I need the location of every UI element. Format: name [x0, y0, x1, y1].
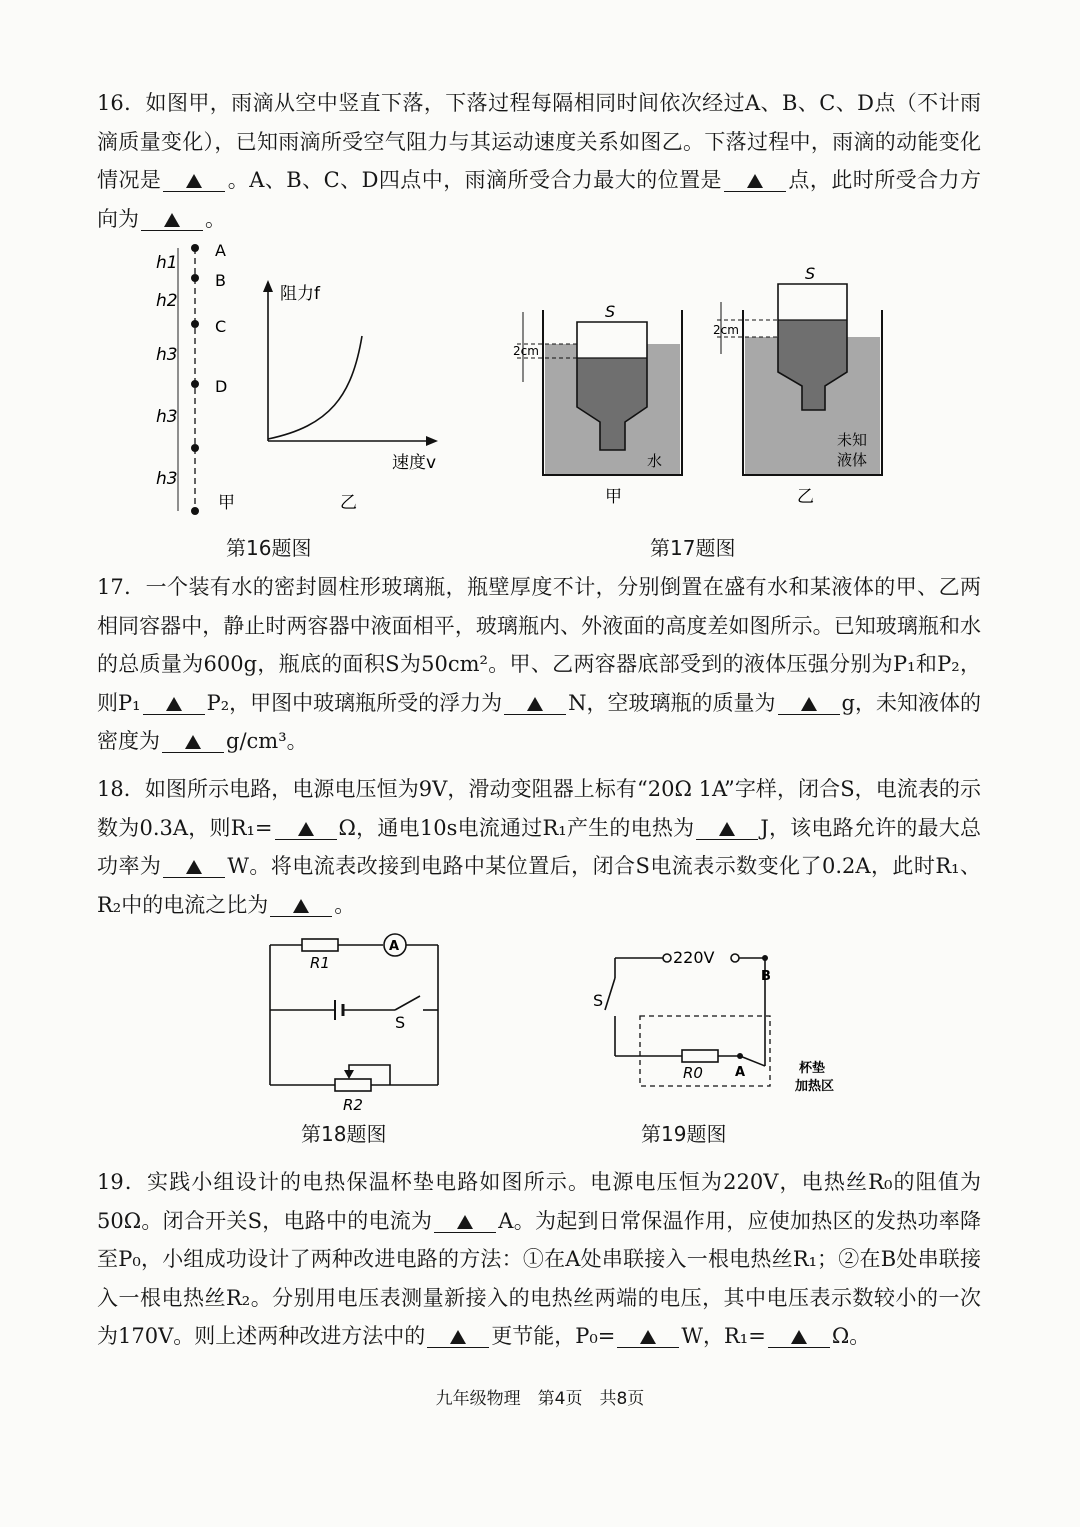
q19-text-2: A。为起到日常保温作用，应使加热区的发热功率降至P₀，小组成功设计了两种改进电路的方法：①在A处串联接入一根电热丝R₁；②在B处串联接入一根电热丝R₂。分别用电压表测量新接入的电热丝两端的电压，其中电压表示数较小的一次为170V。则上述两种改进方法中的 — [97, 1208, 981, 1348]
label-d: D — [215, 377, 228, 396]
label-h3: h3 — [156, 407, 178, 427]
q18-text-3: J，该电路允许的最大总功率为 — [97, 815, 982, 878]
q17-text-3: N，空玻璃瓶的质量为 — [568, 690, 776, 715]
label-water: 水 — [647, 452, 663, 470]
q17-text-2: P₂，甲图中玻璃瓶所受的浮力为 — [206, 690, 503, 715]
point-e — [191, 444, 199, 452]
switch-lever — [395, 996, 420, 1010]
q16-text-1: 16．如图甲，雨滴从空中竖直下落，下落过程每隔相同时间依次经过A、B、C、D点（不计雨滴质量变化），已知雨滴所受空气阻力与其运动速度关系如图乙。下落过程中，雨滴的动能变化情况是 — [97, 91, 981, 192]
q16-text-2: 。A、B、C、D四点中，雨滴所受合力最大的位置是 — [227, 168, 722, 192]
node-a — [737, 1053, 743, 1059]
label-yi: 乙 — [340, 493, 357, 513]
answer-blank[interactable] — [696, 817, 758, 840]
terminal-icon — [663, 954, 671, 962]
caption-19: 第19题图 — [641, 1122, 727, 1146]
question-18 — [97, 770, 981, 924]
q19-text-4: W，R₁= — [681, 1324, 766, 1348]
resistance-curve — [268, 336, 362, 439]
triangle-icon — [527, 697, 543, 711]
point-c — [191, 320, 199, 328]
label-voltage: 220V — [673, 948, 715, 967]
point-f — [191, 507, 199, 515]
answer-blank[interactable] — [768, 1325, 830, 1348]
triangle-icon — [186, 860, 202, 874]
triangle-icon — [186, 174, 202, 188]
y-axis-arrow-icon — [263, 280, 273, 292]
label-h3: h3 — [156, 469, 178, 489]
figure-16 — [140, 236, 460, 526]
answer-blank[interactable] — [143, 692, 205, 715]
label-c: C — [215, 317, 227, 336]
label-heating-zone: 加热区 — [795, 1079, 835, 1094]
answer-blank[interactable] — [434, 1210, 496, 1233]
figure-18 — [255, 930, 455, 1116]
label-jia: 甲 — [605, 487, 622, 507]
caption-18: 第18题图 — [301, 1122, 387, 1146]
figure-19 — [585, 938, 865, 1103]
page-footer: 九年级物理 第4页 共8页 — [435, 1389, 645, 1409]
answer-blank[interactable] — [141, 208, 203, 231]
label-a: A — [215, 241, 226, 260]
answer-blank[interactable] — [617, 1325, 679, 1348]
label-s: S — [805, 264, 816, 283]
q16-text-4: 。 — [205, 206, 226, 231]
switch-lever — [605, 978, 615, 1010]
ammeter-label: A — [389, 939, 400, 954]
heating-zone-box — [640, 1016, 770, 1086]
label-a: A — [735, 1065, 746, 1080]
triangle-icon — [801, 697, 817, 711]
point-a — [191, 244, 199, 252]
question-19 — [97, 1163, 981, 1356]
label-jia: 甲 — [218, 493, 235, 513]
label-b: B — [215, 271, 226, 290]
answer-blank[interactable] — [163, 855, 225, 878]
answer-blank[interactable] — [270, 894, 332, 917]
q17-text-5: g/cm³。 — [226, 729, 308, 753]
triangle-icon — [185, 735, 201, 749]
label-r1: R1 — [310, 954, 330, 972]
answer-blank[interactable] — [275, 817, 337, 840]
q18-text-1: 18．如图所示电路，电源电压恒为9V，滑动变阻器上标有“20Ω 1A”字样，闭合S，电流表的示数为0.3A，则R₁= — [97, 777, 981, 840]
node-b — [762, 955, 768, 961]
label-2cm: 2cm — [513, 344, 539, 358]
label-cup-pad: 杯垫 — [799, 1061, 826, 1076]
q19-text-3: 更节能，P₀= — [491, 1324, 616, 1348]
slider-arrow-icon — [344, 1070, 354, 1079]
triangle-icon — [640, 1330, 656, 1344]
q16-text-3: 点，此时所受合力方向为 — [97, 168, 981, 231]
q18-text-4: W。将电流表改接到电路中某位置后，闭合S电流表示数变化了0.2A，此时R₁、R₂中的电流之比为 — [97, 854, 982, 917]
label-h3: h3 — [156, 345, 178, 365]
resistor-r0 — [682, 1050, 718, 1062]
answer-blank[interactable] — [162, 730, 224, 753]
label-h1: h1 — [156, 253, 178, 273]
triangle-icon — [719, 822, 735, 836]
answer-blank[interactable] — [724, 169, 786, 192]
label-h2: h2 — [156, 291, 178, 311]
q19-text-1: 19．实践小组设计的电热保温杯垫电路如图所示。电源电压恒为220V，电热丝R₀的阻值为50Ω。闭合开关S，电路中的电流为 — [97, 1170, 981, 1233]
triangle-icon — [298, 822, 314, 836]
y-axis-label: 阻力f — [280, 284, 320, 304]
q17-text-4: g，未知液体的密度为 — [97, 690, 981, 753]
label-r0: R0 — [683, 1064, 703, 1082]
label-2cm: 2cm — [713, 323, 739, 337]
triangle-icon — [166, 697, 182, 711]
caption-17: 第17题图 — [650, 536, 736, 560]
label-liquid: 液体 — [837, 451, 868, 469]
bottle-air — [577, 322, 647, 358]
answer-blank[interactable] — [427, 1325, 489, 1348]
point-b — [191, 274, 199, 282]
x-axis-label: 速度v — [392, 453, 437, 473]
triangle-icon — [457, 1215, 473, 1229]
triangle-icon — [293, 899, 309, 913]
answer-blank[interactable] — [504, 692, 566, 715]
q19-text-5: Ω。 — [831, 1324, 871, 1348]
answer-blank[interactable] — [163, 169, 225, 192]
question-17 — [97, 568, 981, 761]
q18-text-2: Ω，通电10s电流通过R₁产生的电热为 — [338, 815, 695, 840]
triangle-icon — [164, 213, 180, 227]
figure-17 — [505, 262, 895, 512]
bottle-air — [778, 284, 847, 320]
triangle-icon — [450, 1330, 466, 1344]
slider-wire — [349, 1065, 390, 1085]
caption-16: 第16题图 — [226, 536, 312, 560]
rheostat-r2 — [335, 1079, 371, 1091]
q18-text-5: 。 — [334, 892, 356, 917]
label-b: B — [761, 969, 771, 984]
triangle-icon — [791, 1330, 807, 1344]
x-axis-arrow-icon — [426, 436, 438, 446]
answer-blank[interactable] — [778, 692, 840, 715]
point-d — [191, 380, 199, 388]
label-switch: S — [395, 1013, 406, 1032]
label-s: S — [605, 302, 616, 321]
label-switch: S — [593, 991, 604, 1010]
label-unknown: 未知 — [837, 431, 868, 449]
question-16 — [97, 84, 981, 238]
label-r2: R2 — [343, 1096, 363, 1114]
resistor-r1 — [302, 939, 338, 951]
q17-text-1: 17．一个装有水的密封圆柱形玻璃瓶，瓶壁厚度不计，分别倒置在盛有水和某液体的甲、乙两相同容器中，静止时两容器中液面相平，玻璃瓶内、外液面的高度差如图所示。已知玻璃瓶和水的总质量为600g，瓶底的面积S为50cm²。甲、乙两容器底部受到的液体压强分别为P₁和P₂，则P₁ — [97, 575, 981, 715]
triangle-icon — [747, 174, 763, 188]
terminal-icon — [731, 954, 739, 962]
label-yi: 乙 — [797, 487, 814, 507]
